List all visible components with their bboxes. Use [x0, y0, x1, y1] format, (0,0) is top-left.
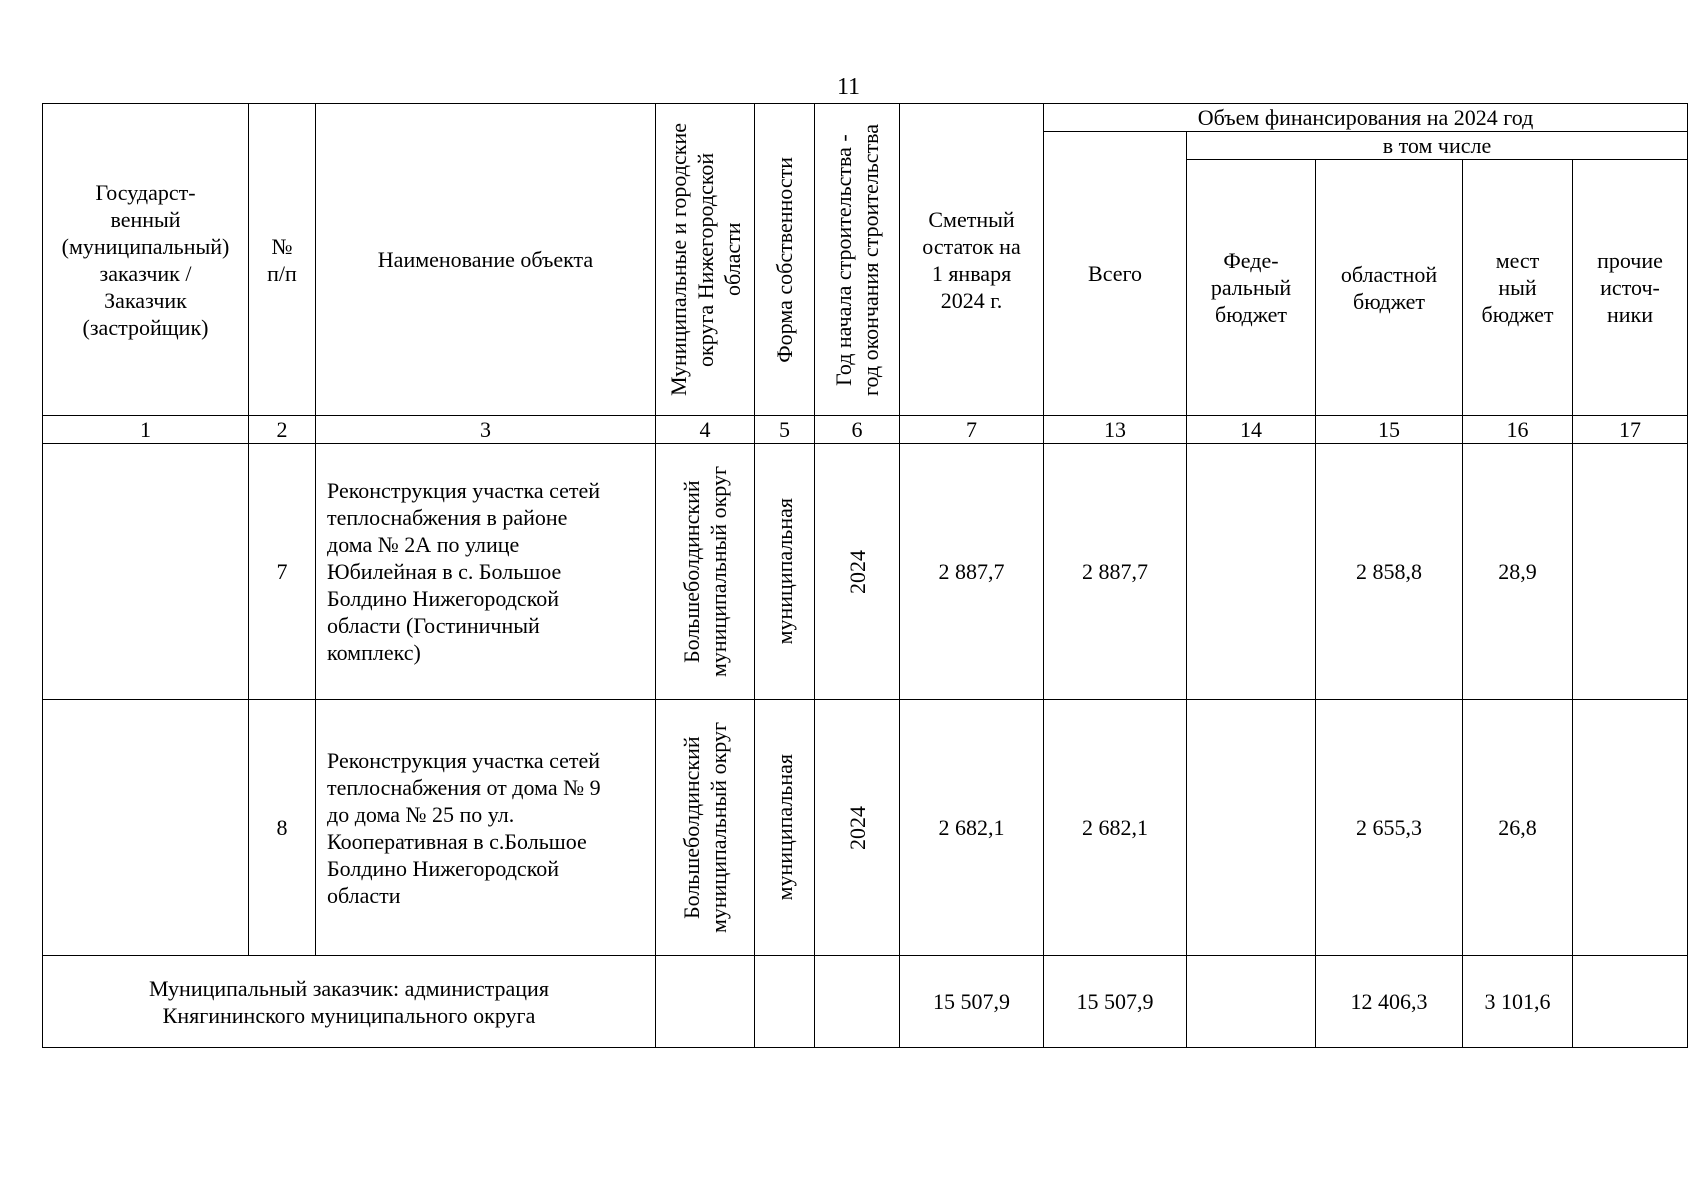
summary-row: [43, 956, 1688, 1048]
summary-regional: 12 406,3: [1316, 956, 1463, 1048]
header-total: Всего: [1044, 132, 1187, 416]
cell-estimated-balance: 2 682,1: [900, 700, 1044, 956]
summary-total: 15 507,9: [1044, 956, 1187, 1048]
summary-local: 3 101,6: [1463, 956, 1573, 1048]
column-number: 17: [1573, 416, 1688, 444]
column-number: 7: [900, 416, 1044, 444]
cell-district: Большеболдинский муниципальный округ: [656, 444, 755, 700]
summary-years: [815, 956, 900, 1048]
header-local: мест ный бюджет: [1463, 160, 1573, 416]
cell-object-name: Реконструкция участка сетей теплоснабжения в районе дома № 2А по улице Юбилейная в с. Большое Болдино Нижегородской области (Гостиничный комплекс): [316, 444, 656, 700]
cell-estimated-balance: 2 887,7: [900, 444, 1044, 700]
cell-ownership: муниципальная: [755, 700, 815, 956]
cell-local: 28,9: [1463, 444, 1573, 700]
header-other: прочие источ- ники: [1573, 160, 1688, 416]
header-row-1: [43, 104, 1688, 132]
column-number: 13: [1044, 416, 1187, 444]
column-number: 1: [43, 416, 249, 444]
summary-estimated-balance: 15 507,9: [900, 956, 1044, 1048]
column-number: 14: [1187, 416, 1316, 444]
header-federal: Феде- ральный бюджет: [1187, 160, 1316, 416]
cell-other: [1573, 700, 1688, 956]
cell-object-name: Реконструкция участка сетей теплоснабжения от дома № 9 до дома № 25 по ул. Кооперативная в с.Большое Болдино Нижегородской области: [316, 700, 656, 956]
cell-regional: 2 858,8: [1316, 444, 1463, 700]
summary-label: Муниципальный заказчик: администрация Княгининского муниципального округа: [43, 956, 656, 1048]
cell-years: 2024: [815, 444, 900, 700]
table-row: [43, 444, 1688, 700]
table-row: [43, 700, 1688, 956]
cell-district: Большеболдинский муниципальный округ: [656, 700, 755, 956]
summary-other: [1573, 956, 1688, 1048]
header-including: в том числе: [1187, 132, 1688, 160]
column-number: 6: [815, 416, 900, 444]
header-ownership: Форма собственности: [755, 104, 815, 416]
cell-total: 2 682,1: [1044, 700, 1187, 956]
cell-num: 8: [249, 700, 316, 956]
header-municipal-districts: Муниципальные и городские округа Нижегородской области: [656, 104, 755, 416]
cell-federal: [1187, 700, 1316, 956]
header-years: Год начала строительства - год окончания строительства: [815, 104, 900, 416]
cell-ownership: муниципальная: [755, 444, 815, 700]
cell-customer: [43, 444, 249, 700]
financing-table: [42, 103, 1688, 1048]
header-estimated-balance: Сметный остаток на 1 января 2024 г.: [900, 104, 1044, 416]
summary-district: [656, 956, 755, 1048]
column-number: 2: [249, 416, 316, 444]
header-object-name: Наименование объекта: [316, 104, 656, 416]
page-number: 11: [836, 74, 861, 100]
column-number: 5: [755, 416, 815, 444]
cell-other: [1573, 444, 1688, 700]
column-number: 16: [1463, 416, 1573, 444]
cell-local: 26,8: [1463, 700, 1573, 956]
cell-federal: [1187, 444, 1316, 700]
header-customer: Государст- венный (муниципальный) заказчик / Заказчик (застройщик): [43, 104, 249, 416]
column-number: 15: [1316, 416, 1463, 444]
column-number: 3: [316, 416, 656, 444]
column-number: 4: [656, 416, 755, 444]
cell-customer: [43, 700, 249, 956]
summary-federal: [1187, 956, 1316, 1048]
header-financing-title: Объем финансирования на 2024 год: [1044, 104, 1688, 132]
header-num: № п/п: [249, 104, 316, 416]
cell-regional: 2 655,3: [1316, 700, 1463, 956]
header-regional: областной бюджет: [1316, 160, 1463, 416]
cell-num: 7: [249, 444, 316, 700]
cell-total: 2 887,7: [1044, 444, 1187, 700]
cell-years: 2024: [815, 700, 900, 956]
column-numbers-row: [43, 416, 1688, 444]
summary-ownership: [755, 956, 815, 1048]
